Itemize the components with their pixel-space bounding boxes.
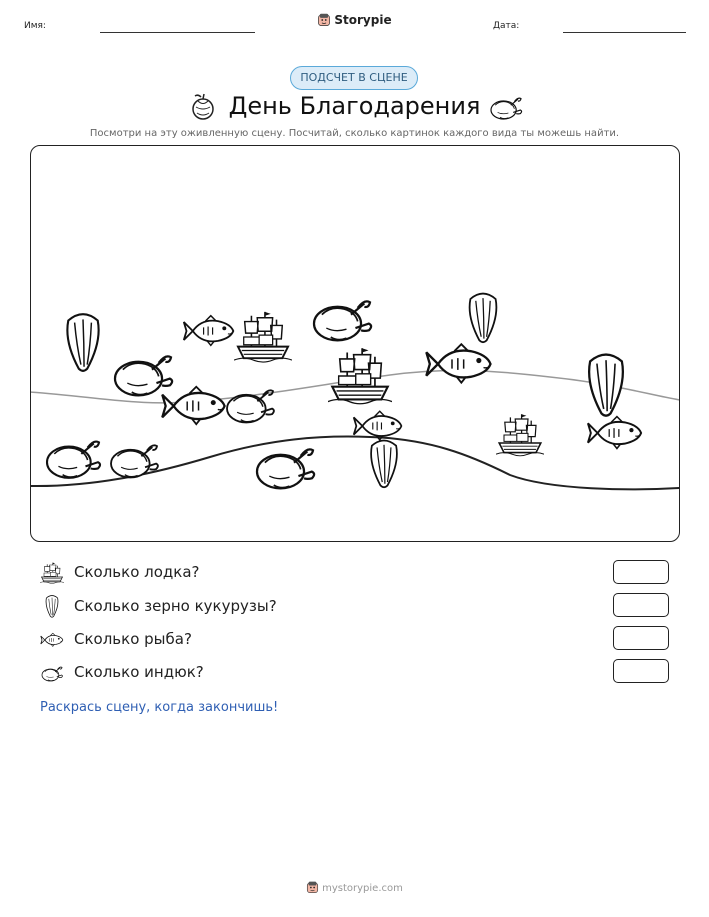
- corn-kernel-icon: [371, 440, 397, 487]
- fish-icon: [40, 628, 64, 652]
- answer-box-corn[interactable]: [613, 593, 669, 617]
- answer-box-fish[interactable]: [613, 626, 669, 650]
- question-turkeys: Сколько индюк?: [74, 663, 204, 681]
- fish-icon: [426, 344, 490, 383]
- turkey-icon: [314, 301, 371, 340]
- brand-mascot-icon: [317, 13, 331, 27]
- brand-mascot-icon: [306, 881, 319, 894]
- site-footer: [0, 881, 709, 894]
- boat-icon: [40, 561, 64, 585]
- date-line[interactable]: [563, 32, 686, 33]
- question-boats: Сколько лодка?: [74, 563, 200, 581]
- turkey-icon: [47, 442, 100, 478]
- boat-icon: [234, 312, 292, 362]
- site-url: mystorypie.com: [322, 883, 403, 894]
- answer-box-turkeys[interactable]: [613, 659, 669, 683]
- corn-kernel-icon: [40, 594, 64, 618]
- fish-icon: [588, 417, 641, 449]
- turkey-icon: [227, 390, 274, 422]
- activity-badge: ПОДСЧЕТ В СЦЕНЕ: [290, 66, 418, 90]
- turkey-icon: [40, 661, 64, 685]
- turkey-icon: [257, 449, 314, 488]
- brand-name: Storypie: [334, 13, 392, 27]
- question-fish: Сколько рыба?: [74, 630, 192, 648]
- corn-kernel-icon: [67, 314, 98, 371]
- fish-icon: [184, 316, 234, 346]
- fish-icon: [162, 387, 224, 424]
- boat-icon: [496, 414, 544, 456]
- answer-box-boats[interactable]: [613, 560, 669, 584]
- date-label: Дата:: [493, 21, 520, 31]
- brand-logo: [0, 13, 709, 27]
- counting-scene: [30, 145, 680, 542]
- corn-kernel-icon: [589, 355, 623, 416]
- turkey-icon: [115, 356, 172, 395]
- name-label: Имя:: [24, 21, 46, 31]
- corn-kernel-icon: [470, 294, 497, 343]
- name-line[interactable]: [100, 32, 255, 33]
- instructions: Посмотри на эту оживленную сцену. Посчитай, сколько картинок каждого вида ты можешь найти.: [89, 128, 620, 139]
- fish-icon: [354, 411, 402, 440]
- page-title: День Благодарения: [228, 92, 481, 120]
- coloring-note: Раскрась сцену, когда закончишь!: [40, 700, 279, 715]
- roast-turkey-icon: [488, 92, 524, 122]
- question-corn: Сколько зерно кукурузы?: [74, 597, 277, 615]
